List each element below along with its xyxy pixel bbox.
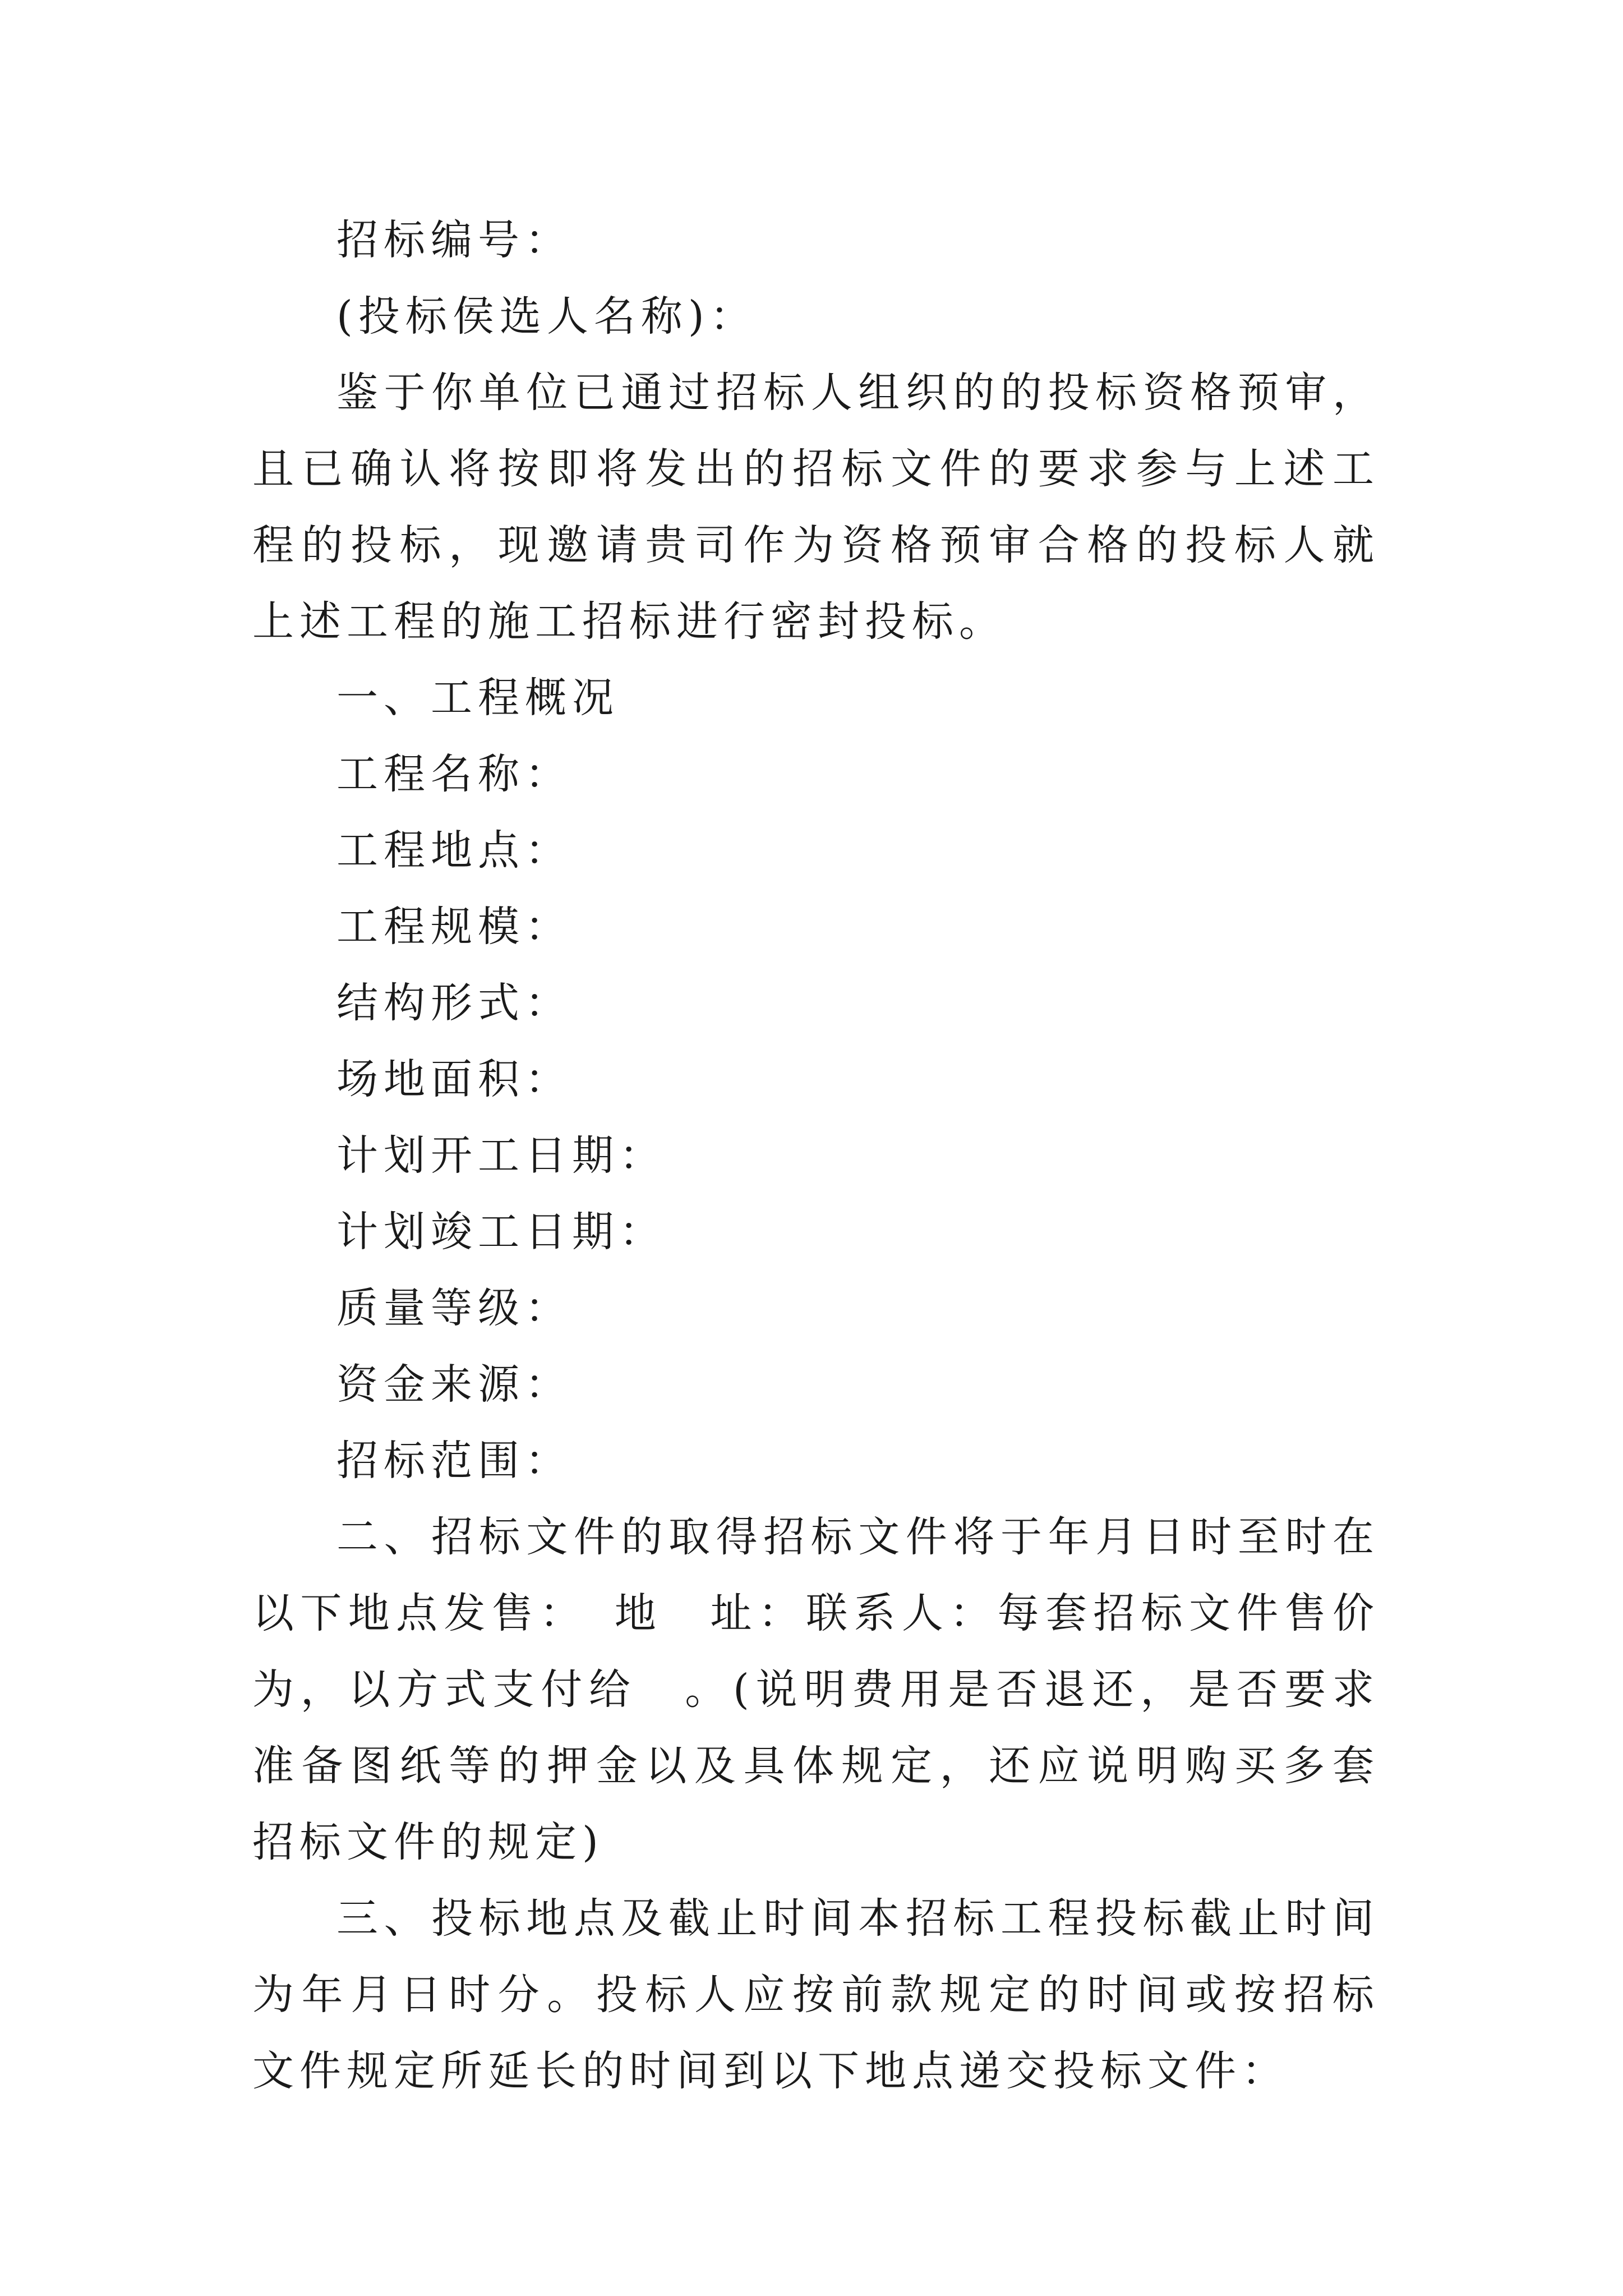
quality-grade-line: 质量等级： — [336, 1284, 572, 1332]
project-scale-line: 工程规模： — [336, 903, 572, 951]
section-two-paragraph: 二、招标文件的取得招标文件将于年月日时至时在以下地点发售： 地 址：联系人：每套招标文件售价为，以方式支付给 。(说明费用是否退还，是否要求准备图纸等的押金以及具体规定，还应说明购买多套招标文件的规定) — [252, 1513, 1380, 1866]
planned-start-date-line: 计划开工日期： — [336, 1131, 666, 1180]
bidder-name-line: (投标侯选人名称)： — [336, 292, 757, 341]
funding-source-line: 资金来源： — [336, 1360, 572, 1409]
site-area-line: 场地面积： — [336, 1055, 572, 1103]
section-three-paragraph: 三、投标地点及截止时间本招标工程投标截止时间为年月日时分。投标人应按前款规定的时间或按招标文件规定所延长的时间到以下地点递交投标文件： — [252, 1894, 1380, 2095]
section-heading-overview: 一、工程概况 — [336, 674, 619, 722]
bidding-scope-line: 招标范围： — [336, 1437, 572, 1485]
document-body — [252, 202, 1380, 2109]
structure-type-line: 结构形式： — [336, 979, 572, 1027]
invitation-paragraph: 鉴于你单位已通过招标人组织的的投标资格预审，且已确认将按即将发出的招标文件的要求参与上述工程的投标，现邀请贵司作为资格预审合格的投标人就上述工程的施工招标进行密封投标。 — [252, 369, 1380, 646]
planned-completion-date-line: 计划竣工日期： — [336, 1208, 666, 1256]
project-location-line: 工程地点： — [336, 826, 572, 875]
bid-number-line: 招标编号： — [336, 216, 572, 264]
project-name-line: 工程名称： — [336, 750, 572, 798]
